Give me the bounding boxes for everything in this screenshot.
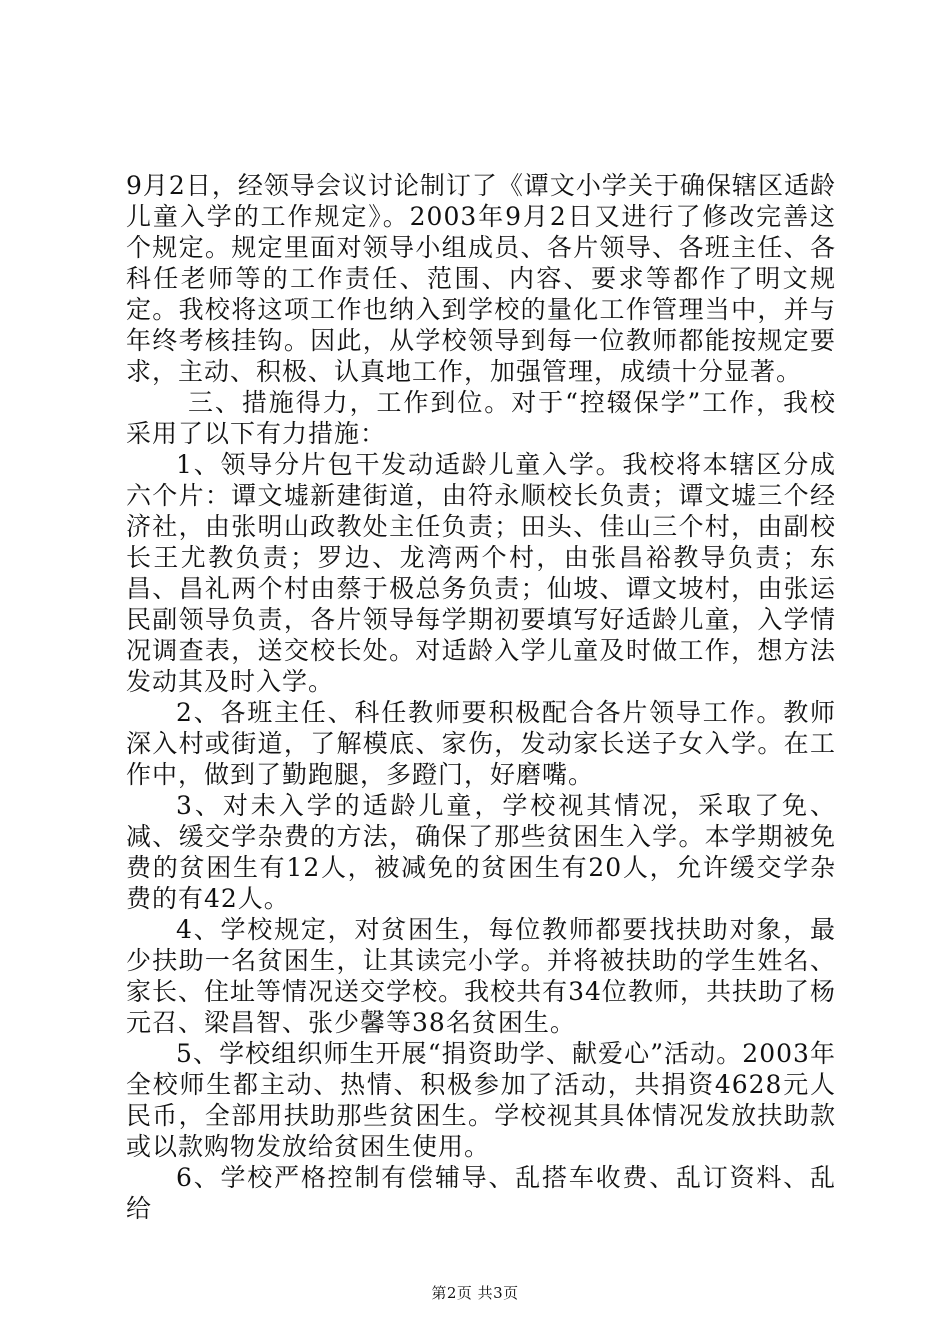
paragraph-6: 4、学校规定，对贫困生，每位教师都要找扶助对象，最少扶助一名贫困生，让其读完小学。并将被扶助的学生姓名、家长、住址等情况送交学校。我校共有34位教师，共扶助了杨元召、梁昌智、张少馨等38名贫困生。 xyxy=(126,915,836,1037)
page-footer: 第2页 共3页 xyxy=(431,1284,519,1302)
paragraph-1: 9月2日，经领导会议讨论制订了《谭文小学关于确保辖区适龄儿童入学的工作规定》。2003年9月2日又进行了修改完善这个规定。规定里面对领导小组成员、各片领导、各班主任、各科任老师等的工作责任、范围、内容、要求等都作了明文规定。我校将这项工作也纳入到学校的量化工作管理当中，并与年终考核挂钩。因此，从学校领导到每一位教师都能按规定要求，主动、积极、认真地工作，加强管理，成绩十分显著。 xyxy=(126,171,836,386)
paragraph-5: 3、对未入学的适龄儿童，学校视其情况，采取了免、减、缓交学杂费的方法，确保了那些贫困生入学。本学期被免费的贫困生有12人，被减免的贫困生有20人，允许缓交学杂费的有42人。 xyxy=(126,791,836,913)
document-body xyxy=(126,170,836,1224)
paragraph-8: 6、学校严格控制有偿辅导、乱搭车收费、乱订资料、乱给 xyxy=(126,1163,836,1223)
paragraph-7: 5、学校组织师生开展“捐资助学、献爱心”活动。2003年全校师生都主动、热情、积极参加了活动，共捐资4628元人民币，全部用扶助那些贫困生。学校视其具体情况发放扶助款或以款购物发放给贫困生使用。 xyxy=(126,1039,836,1161)
paragraph-4: 2、各班主任、科任教师要积极配合各片领导工作。教师深入村或街道，了解模底、家伤，发动家长送子女入学。在工作中，做到了勤跑腿，多蹬门，好磨嘴。 xyxy=(126,698,836,789)
paragraph-3: 1、领导分片包干发动适龄儿童入学。我校将本辖区分成六个片：谭文墟新建街道，由符永顺校长负责；谭文墟三个经济社，由张明山政教处主任负责；田头、佳山三个村，由副校长王尤教负责；罗边、龙湾两个村，由张昌裕教导负责；东昌、昌礼两个村由蔡于极总务负责；仙坡、谭文坡村，由张运民副领导负责，各片领导每学期初要填写好适龄儿童，入学情况调查表，送交校长处。对适龄入学儿童及时做工作，想方法发动其及时入学。 xyxy=(126,450,836,696)
paragraph-2: 三、措施得力，工作到位。对于“控辍保学”工作，我校采用了以下有力措施： xyxy=(126,388,836,448)
